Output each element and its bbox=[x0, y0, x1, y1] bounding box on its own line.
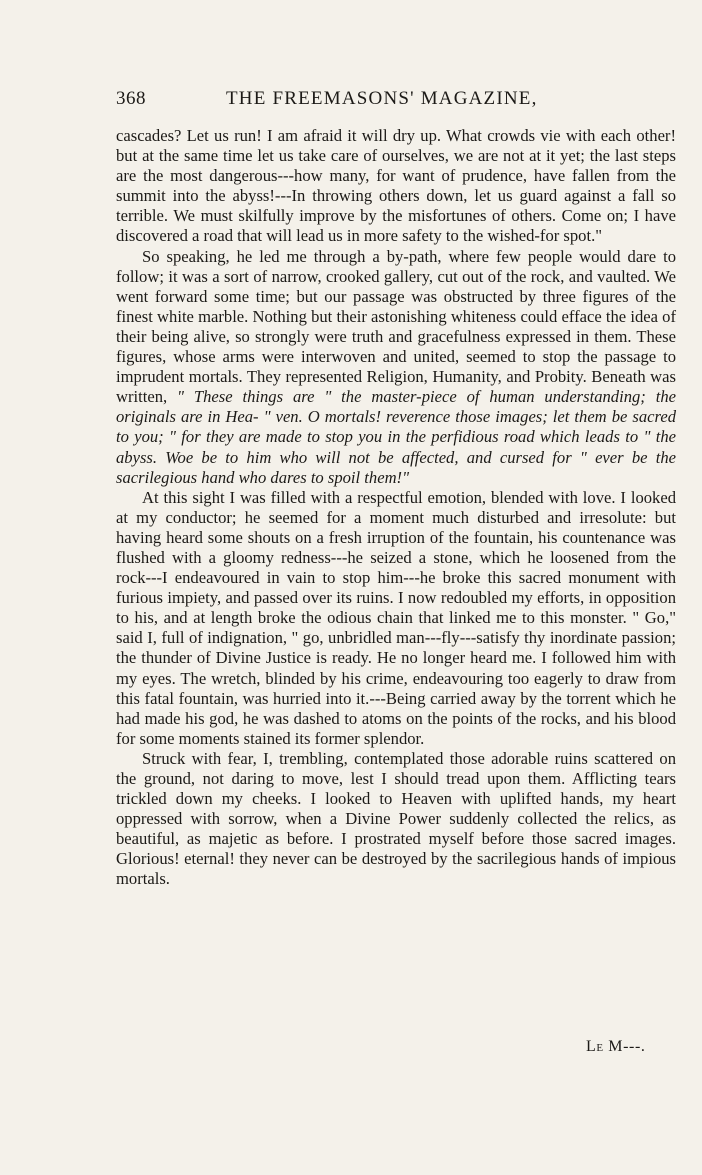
running-title: THE FREEMASONS' MAGAZINE, bbox=[226, 88, 538, 109]
inscription-quote: " These things are " the master-piece of human understanding; the originals are in Hea- " ven. O mortals! reverence those images; let them be sacred to you; " for they are made to stop you in the perfidious road which leads to " the abyss. Woe be to him who will not be affected, and cursed for " ever be the sacrilegious hand who dares to spoil them!" bbox=[116, 387, 676, 487]
page-header bbox=[116, 88, 676, 118]
page-number: 368 bbox=[116, 88, 146, 109]
paragraph-4: Struck with fear, I, trembling, contemplated those adorable ruins scattered on the ground, not daring to move, lest I should tread upon them. Afflicting tears trickled down my cheeks. I looked to Heaven with uplifted hands, my heart oppressed with sorrow, when a Divine Power suddenly collected the relics, as beautiful, as majetic as before. I prostrated myself before those sacred images. Glorious! eternal! they never can be destroyed by the sacrilegious hands of impious mortals. bbox=[116, 748, 676, 889]
paragraph-1: cascades? Let us run! I am afraid it will dry up. What crowds vie with each other! but at the same time let us take care of ourselves, we are not at it yet; the last steps are the most dangerous---how many, for want of prudence, have fallen from the summit into the abyss!---In throwing others down, let us guard against a fall so terrible. We must skilfully improve by the misfortunes of others. Come on; I have discovered a road that will lead us in more safety to the wished-for spot." bbox=[116, 126, 676, 246]
article-body bbox=[116, 126, 676, 890]
paragraph-2-text: So speaking, he led me through a by-path, where few people would dare to follow; it was a sort of narrow, crooked gallery, cut out of the rock, and vaulted. We went forward some time; but our passage was obstructed by three figures of the finest white marble. Nothing but their astonishing whiteness could efface the idea of their being alive, so strongly were truth and gracefulness expressed in them. These figures, whose arms were interwoven and united, seemed to stop the passage to imprudent mortals. They represented Religion, Humanity, and Probity. Beneath was written, bbox=[116, 246, 676, 407]
paragraph-3: At this sight I was filled with a respectful emotion, blended with love. I looked at my conductor; he seemed for a moment much disturbed and irresolute: but having heard some shouts on a fresh irruption of the fountain, his countenance was flushed with a gloomy redness---he seized a stone, which he loosened from the rock---I endeavoured in vain to stop him---he broke this sacred monument with furious impiety, and passed over its ruins. I now redoubled my efforts, in opposition to his, and at length broke the odious chain that linked me to this monster. " Go," said I, full of indignation, " go, unbridled man---fly---satisfy thy inordinate passion; the thunder of Divine Justice is ready. He no longer heard me. I followed him with my eyes. The wretch, blinded by his crime, endeavouring too eagerly to draw from this fatal fountain, was hurried into it.---Being carried away by the torrent which he had made his god, he was dashed to atoms on the points of the rocks, and his blood for some moments stained its former splendor. bbox=[116, 487, 676, 748]
author-signature: Le M---. bbox=[586, 1038, 646, 1055]
paragraph-2 bbox=[116, 247, 676, 488]
